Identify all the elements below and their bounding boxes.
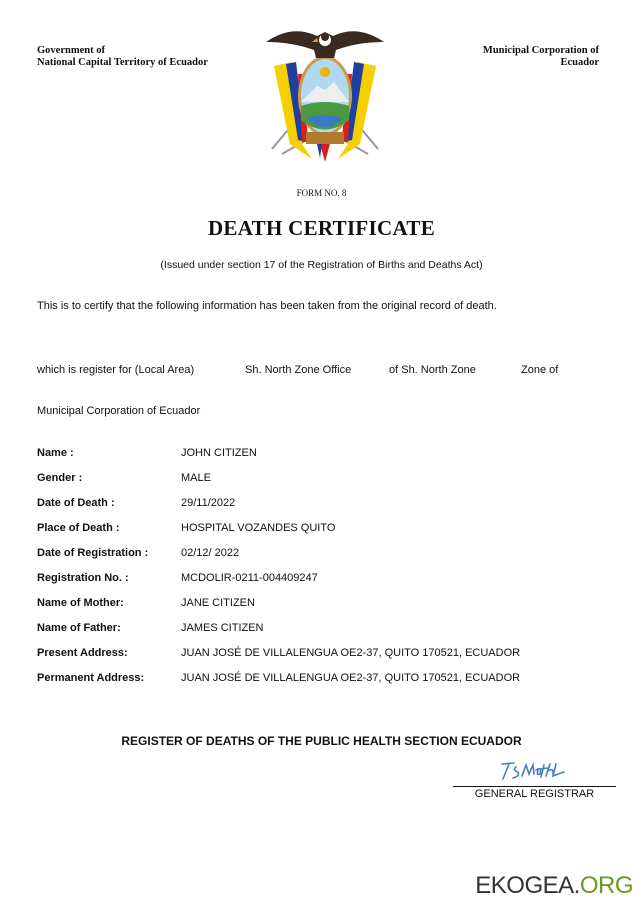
- field-label: Date of Death :: [37, 497, 115, 509]
- register-office: Sh. North Zone Office: [245, 364, 352, 376]
- field-value: JAMES CITIZEN: [181, 622, 264, 634]
- field-value: MCDOLIR-0211-004409247: [181, 572, 318, 584]
- watermark-domain: ORG: [579, 872, 633, 899]
- header-left: [37, 45, 208, 69]
- field-value: 02/12/ 2022: [181, 547, 240, 559]
- field-value: JOHN CITIZEN: [181, 447, 257, 459]
- certificate-title: DEATH CERTIFICATE: [207, 216, 436, 240]
- field-label: Place of Death :: [37, 522, 120, 534]
- certificate-subtitle: (Issued under section 17 of the Registration of Births and Deaths Act): [160, 259, 483, 271]
- field-value: JANE CITIZEN: [181, 597, 255, 609]
- register-zone: of Sh. North Zone: [389, 364, 476, 376]
- field-value: JUAN JOSÉ DE VILLALENGUA OE2-37, QUITO 170521, ECUADOR: [181, 672, 521, 684]
- field-value: HOSPITAL VOZANDES QUITO: [181, 522, 336, 534]
- signature-line: [453, 786, 616, 787]
- watermark-text: EKOGEA.: [475, 872, 580, 899]
- header-right-line2: Ecuador: [560, 57, 599, 68]
- field-value: 29/11/2022: [181, 497, 236, 509]
- register-area-label: which is register for (Local Area): [37, 364, 195, 376]
- register-zone-of: Zone of: [521, 364, 559, 376]
- field-label: Name :: [37, 447, 74, 459]
- header-right-line1: Municipal Corporation of: [482, 45, 599, 56]
- field-value: MALE: [181, 472, 211, 484]
- header-right: [483, 45, 599, 69]
- watermark-logo: [475, 872, 633, 900]
- field-label: Gender :: [37, 472, 83, 484]
- field-label: Name of Mother:: [37, 597, 124, 609]
- field-label: Registration No. :: [37, 572, 129, 584]
- field-label: Name of Father:: [37, 622, 121, 634]
- register-heading: REGISTER OF DEATHS OF THE PUBLIC HEALTH SECTION ECUADOR: [121, 734, 522, 748]
- field-label: Date of Registration :: [37, 547, 149, 559]
- municipal-line: Municipal Corporation of Ecuador: [37, 405, 201, 417]
- certify-statement: This is to certify that the following information has been taken from the original record of death.: [37, 300, 497, 312]
- coat-of-arms-emblem: [262, 24, 388, 166]
- field-label: Present Address:: [37, 647, 128, 659]
- field-value: JUAN JOSÉ DE VILLALENGUA OE2-37, QUITO 170521, ECUADOR: [181, 647, 521, 659]
- registrar-signature: [498, 760, 568, 782]
- header-left-line1: Government of: [37, 45, 105, 56]
- registrar-label: GENERAL REGISTRAR: [474, 788, 595, 800]
- field-label: Permanent Address:: [37, 672, 145, 684]
- form-number: FORM NO. 8: [296, 188, 347, 198]
- header-left-line2: National Capital Territory of Ecuador: [37, 57, 208, 68]
